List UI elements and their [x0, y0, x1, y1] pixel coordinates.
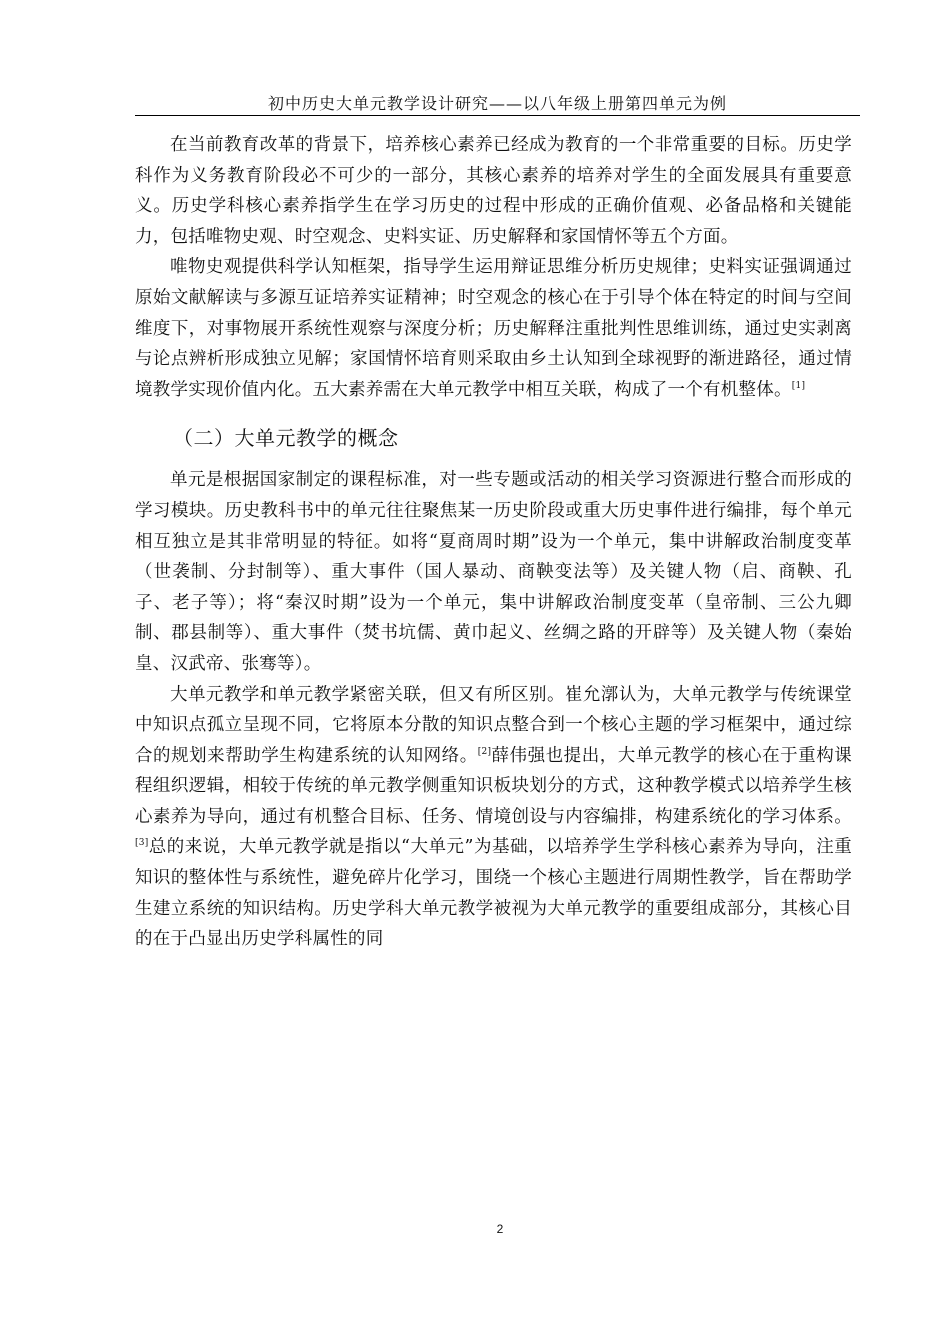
paragraph-unit-definition — [135, 465, 852, 679]
paragraph-core-literacy-intro — [135, 130, 852, 252]
header-rule — [135, 115, 860, 116]
paragraph-big-unit-teaching — [135, 680, 852, 955]
paragraph-text: 单元是根据国家制定的课程标准，对一些专题或活动的相关学习资源进行整合而形成的学习模块。历史教科书中的单元往往聚焦某一历史阶段或重大历史事件进行编排，每个单元相互独立是其非常明显的特征。如将“夏商周时期”设为一个单元，集中讲解政治制度变革（世袭制、分封制等）、重大事件（国人暴动、商鞅变法等）及关键人物（启、商鞅、孔子、老子等）；将“秦汉时期”设为一个单元，集中讲解政治制度变革（皇帝制、三公九卿制、郡县制等）、重大事件（焚书坑儒、黄巾起义、丝绸之路的开辟等）及关键人物（秦始皇、汉武帝、张骞等）。 — [135, 470, 852, 674]
paragraph-text: 在当前教育改革的背景下，培养核心素养已经成为教育的一个非常重要的目标。历史学科作为义务教育阶段必不可少的一部分，其核心素养的培养对学生的全面发展具有重要意义。历史学科核心素养指学生在学习历史的过程中形成的正确价值观、必备品格和关键能力，包括唯物史观、时空观念、史料实证、历史解释和家国情怀等五个方面。 — [135, 135, 852, 247]
page-body — [135, 130, 852, 955]
citation-ref-3: [3] — [135, 838, 149, 849]
paragraph-text-part2: 薛伟强也提出，大单元教学的核心在于重构课程组织逻辑，相较于传统的单元教学侧重知识板块划分的方式，这种教学模式以培养学生核心素养为导向，通过有机整合目标、任务、情境创设与内容编排，构建系统化的学习体系。 — [135, 745, 853, 827]
section-heading: （二）大单元教学的概念 — [173, 426, 399, 451]
paragraph-text: 唯物史观提供科学认知框架，指导学生运用辩证思维分析历史规律；史料实证强调通过原始文献解读与多源互证培养实证精神；时空观念的核心在于引导个体在特定的时间与空间维度下，对事物展开系统性观察与深度分析；历史解释注重批判性思维训练，通过史实剥离与论点辨析形成独立见解；家国情怀培育则采取由乡土认知到全球视野的渐进路径，通过情境教学实现价值内化。五大素养需在大单元教学中相互关联，构成了一个有机整体。 — [135, 257, 852, 400]
paragraph-five-literacies — [135, 252, 852, 405]
citation-ref-1: [1] — [791, 380, 806, 391]
paragraph-text-part3: 总的来说，大单元教学就是指以“大单元”为基础，以培养学生学科核心素养为导向，注重知识的整体性与系统性，避免碎片化学习，围绕一个核心主题进行周期性教学，旨在帮助学生建立系统的知识结构。历史学科大单元教学被视为大单元教学的重要组成部分，其核心目的在于凸显出历史学科属性的同 — [135, 837, 852, 950]
citation-ref-2: [2] — [477, 746, 492, 757]
running-header: 初中历史大单元教学设计研究——以八年级上册第四单元为例 — [267, 94, 727, 113]
paragraph-text-part1: 大单元教学和单元教学紧密关联，但又有所区别。崔允漷认为，大单元教学与传统课堂中知识点孤立呈现不同，它将原本分散的知识点整合到一个核心主题的学习框架中，通过综合的规划来帮助学生构建系统的认知网络。 — [135, 684, 852, 766]
page-number: 2 — [496, 1222, 504, 1236]
